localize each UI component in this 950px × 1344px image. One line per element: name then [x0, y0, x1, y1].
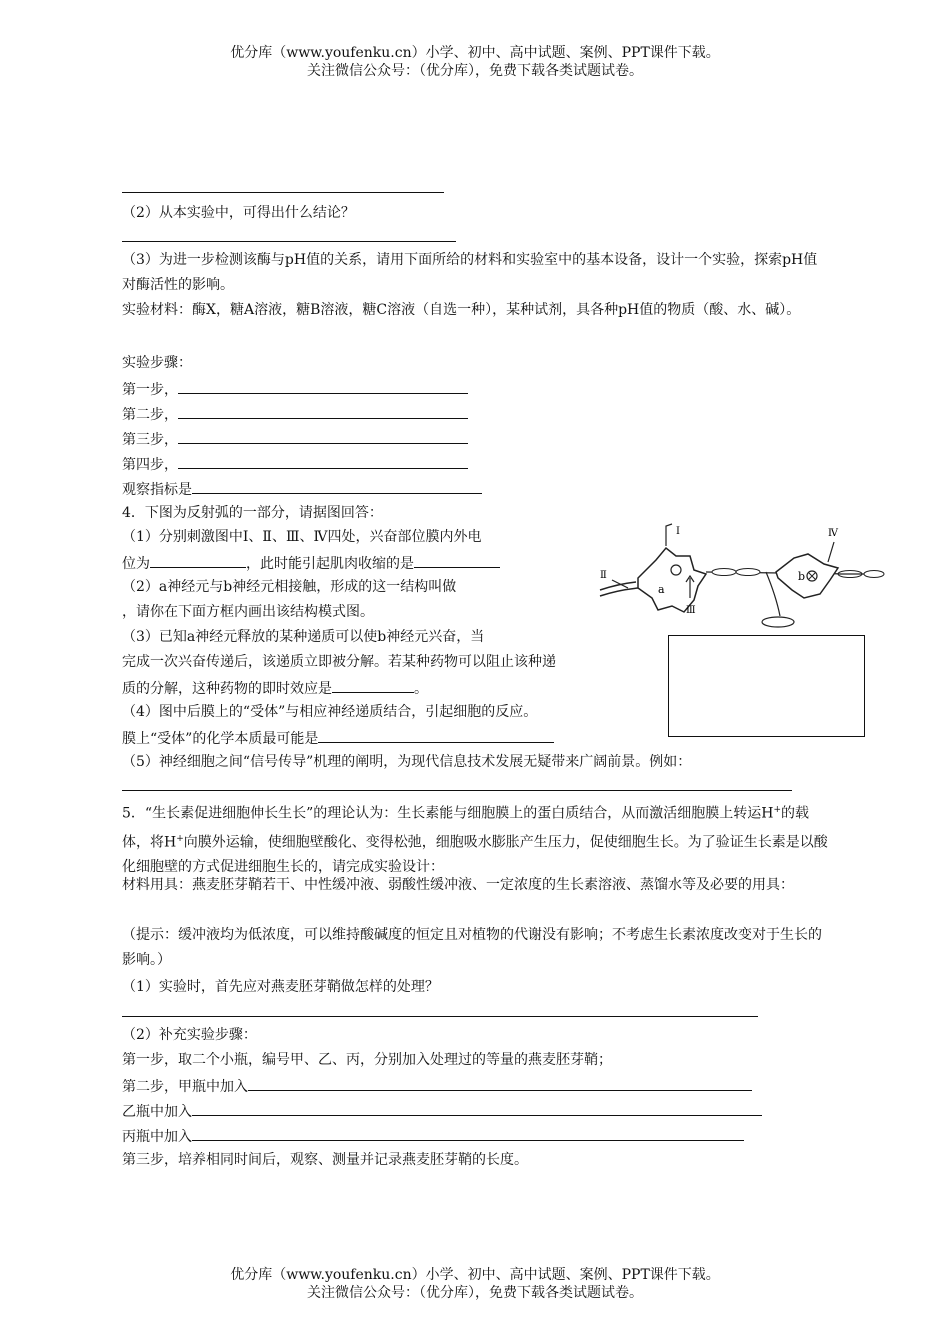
reflex-arc-diagram [598, 518, 888, 630]
answer-line [122, 192, 444, 193]
q3-step3: 第三步， [122, 429, 468, 449]
label-IV: Ⅳ [828, 528, 838, 539]
answer-line [122, 1016, 758, 1017]
q4-part3c: 质的分解，这种药物的即时效应是 。 [122, 678, 428, 698]
q5-step1: 第一步，取二个小瓶，编号甲、乙、丙，分别加入处理过的等量的燕麦胚芽鞘； [122, 1052, 612, 1068]
label-III: Ⅲ [686, 605, 696, 616]
page-header-line2: 关注微信公众号：（优分库），免费下载各类试题试卷。 [307, 63, 643, 79]
q4-part5: （5）神经细胞之间“信号传导”机理的阐明，为现代信息技术发展无疑带来广阔前景。例如： [122, 754, 692, 770]
q4-part1b: 位为 ，此时能引起肌肉收缩的是 [122, 553, 500, 573]
q4-part2a: （2）a神经元与b神经元相接触，形成的这一结构叫做 [122, 579, 457, 595]
q4-title: 4．下图为反射弧的一部分，请据图回答： [122, 505, 383, 521]
q4-part4a: （4）图中后膜上的“受体”与相应神经递质结合，引起细胞的反应。 [122, 704, 538, 720]
q5-hint: （提示：缓冲液均为低浓度，可以维持酸碱度的恒定且对植物的代谢没有影响；不考虑生长素浓度改变对于生长的影响。） [122, 927, 822, 968]
q4-part3a: （3）已知a神经元释放的某种递质可以使b神经元兴奋，当 [122, 629, 485, 645]
answer-line [122, 790, 792, 791]
label-II: Ⅱ [600, 570, 607, 581]
q3-materials: 实验材料：酶X，糖A溶液，糖B溶液，糖C溶液（自选一种），某种试剂，具各种pH值的物质（酸、水、碱）。 [122, 302, 801, 318]
label-I: Ⅰ [676, 526, 680, 537]
label-a: a [658, 583, 665, 596]
q3-observe: 观察指标是 [122, 479, 482, 499]
q5-materials: 材料用具：燕麦胚芽鞘若干、中性缓冲液、弱酸性缓冲液、一定浓度的生长素溶液、蒸馏水等及必要的用具： [122, 877, 794, 893]
answer-line [122, 241, 456, 242]
page-header-line1: 优分库（www.youfenku.cn）小学、初中、高中试题、案例、PPT课件下载。 [230, 45, 720, 61]
q3-steps-title: 实验步骤： [122, 355, 192, 371]
page-footer-line2: 关注微信公众号：（优分库），免费下载各类试题试卷。 [307, 1285, 643, 1301]
q5-step3: 第三步，培养相同时间后，观察、测量并记录燕麦胚芽鞘的长度。 [122, 1152, 528, 1168]
q5-intro: 5．“生长素促进细胞伸长生长”的理论认为：生长素能与细胞膜上的蛋白质结合，从而激活细胞膜上转运H+的载体，将H+向膜外运输，使细胞壁酸化、变得松弛，细胞吸水膨胀产生压力，促使细胞生长。为了验证生长素是以酸化细胞壁的方式促进细胞生长的，请完成实验设计： [122, 805, 828, 876]
q5-bottle-c: 丙瓶中加入 [122, 1126, 744, 1146]
q4-part1a: （1）分别刺激图中Ⅰ、Ⅱ、Ⅲ、Ⅳ四处，兴奋部位膜内外电 [122, 529, 482, 545]
q4-part3b: 完成一次兴奋传递后，该递质立即被分解。若某种药物可以阻止该种递 [122, 654, 556, 670]
label-b: b [798, 570, 806, 583]
q3-step1: 第一步， [122, 379, 468, 399]
q5-part2: （2）补充实验步骤： [122, 1027, 257, 1043]
q3-step2: 第二步， [122, 404, 468, 424]
q4-part4b: 膜上“受体”的化学本质最可能是 [122, 728, 554, 748]
q3-part2: （2）从本实验中，可得出什么结论？ [122, 205, 355, 221]
q5-part1: （1）实验时，首先应对燕麦胚芽鞘做怎样的处理？ [122, 979, 439, 995]
q3-part3: （3）为进一步检测该酶与pH值的关系，请用下面所给的材料和实验室中的基本设备，设计一个实验，探索pH值对酶活性的影响。 [122, 252, 818, 293]
q5-step2: 第二步，甲瓶中加入 [122, 1076, 752, 1096]
drawing-box[interactable] [668, 635, 865, 737]
q3-step4: 第四步， [122, 454, 468, 474]
q5-bottle-b: 乙瓶中加入 [122, 1101, 762, 1121]
q4-part2b: ，请你在下面方框内画出该结构模式图。 [122, 604, 374, 620]
page-footer-line1: 优分库（www.youfenku.cn）小学、初中、高中试题、案例、PPT课件下载。 [230, 1267, 720, 1283]
